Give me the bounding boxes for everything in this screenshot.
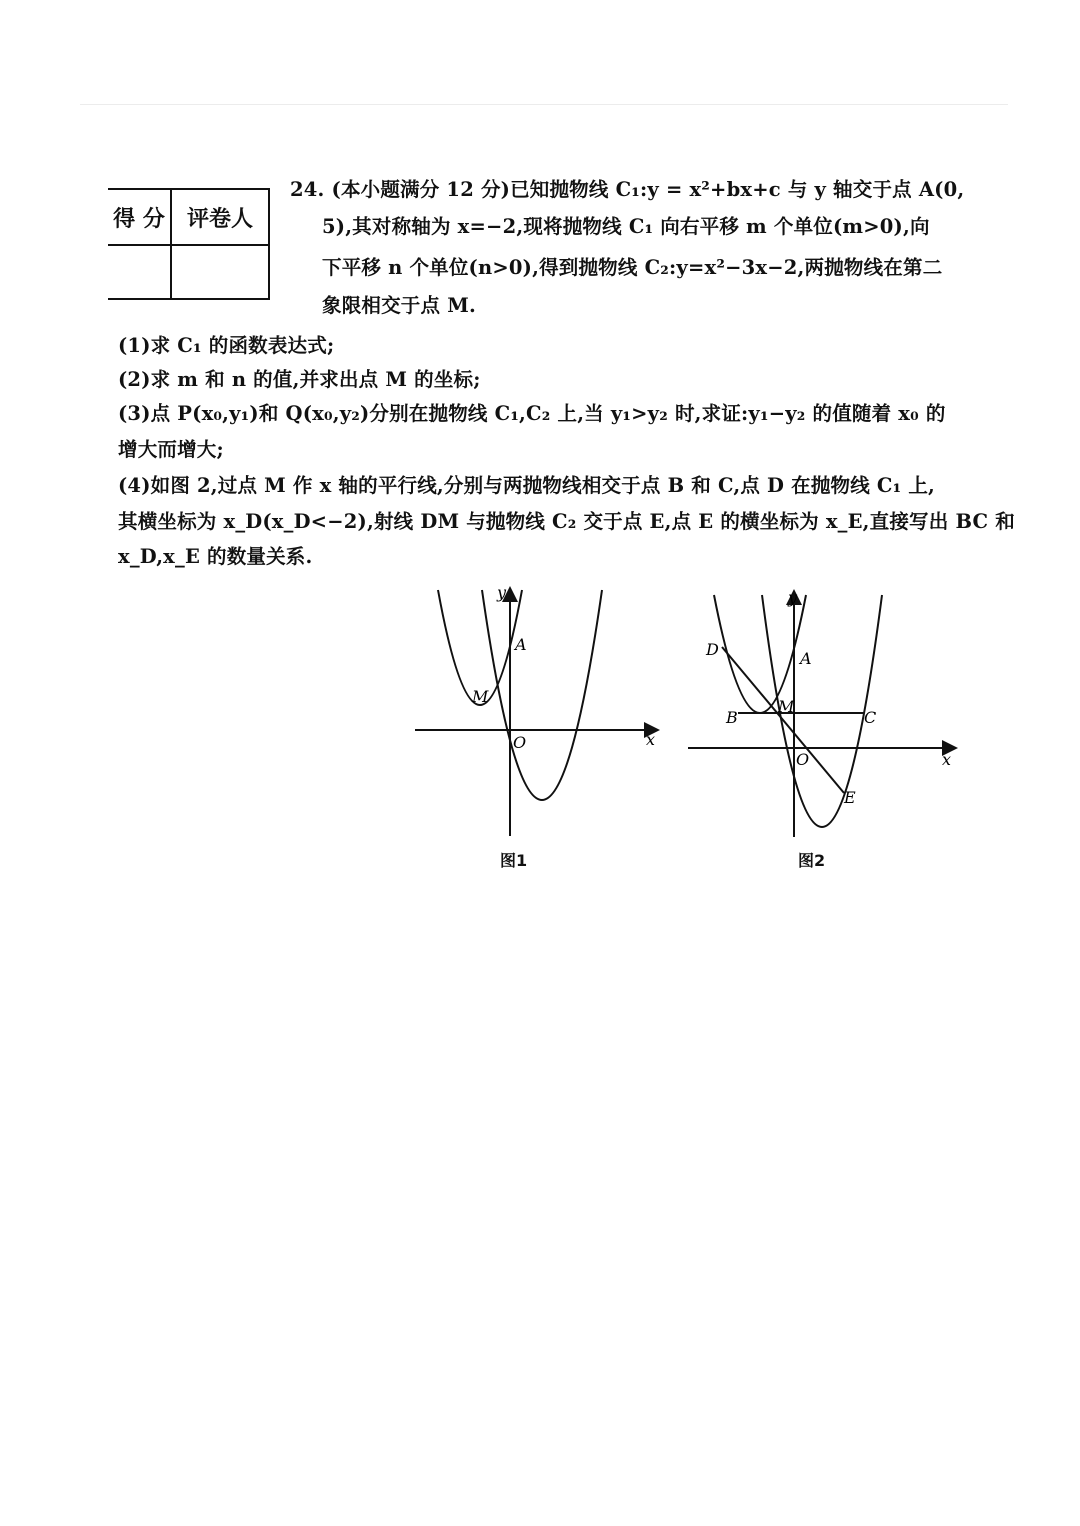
point-e-label: E bbox=[844, 788, 856, 807]
part-3-cont: 增大而增大; bbox=[118, 438, 224, 461]
problem-line-1: 24. (本小题满分 12 分)已知抛物线 C₁:y = x²+bx+c 与 y 轴交于点 A(0, bbox=[290, 178, 965, 201]
score-header: 得 分 bbox=[108, 189, 171, 245]
point-d-label: D bbox=[706, 640, 719, 659]
point-c-label: C bbox=[864, 708, 877, 727]
figure-2 bbox=[686, 585, 962, 845]
x-label: x bbox=[942, 750, 952, 769]
problem-line-2: 5),其对称轴为 x=−2,现将抛物线 C₁ 向右平移 m 个单位(m>0),向 bbox=[322, 215, 930, 238]
point-m-label: M bbox=[778, 697, 795, 716]
figure-1 bbox=[410, 580, 670, 840]
part-4: (4)如图 2,过点 M 作 x 轴的平行线,分别与两抛物线相交于点 B 和 C,点 D 在抛物线 C₁ 上, bbox=[118, 474, 936, 497]
origin-label: O bbox=[796, 750, 810, 769]
ray-dm bbox=[722, 647, 844, 793]
score-table bbox=[108, 188, 270, 300]
parabola-c2 bbox=[482, 590, 602, 800]
grader-cell[interactable] bbox=[171, 245, 269, 299]
y-label: y bbox=[497, 583, 507, 602]
problem-line-4: 象限相交于点 M. bbox=[322, 294, 476, 317]
problem-line-3: 下平移 n 个单位(n>0),得到抛物线 C₂:y=x²−3x−2,两抛物线在第二 bbox=[322, 256, 943, 279]
part-2: (2)求 m 和 n 的值,并求出点 M 的坐标; bbox=[118, 368, 481, 391]
part-4-end: x_D,x_E 的数量关系. bbox=[118, 545, 313, 568]
figure-1-caption: 图1 bbox=[500, 851, 528, 870]
top-rule bbox=[80, 104, 1008, 105]
grader-header: 评卷人 bbox=[171, 189, 269, 245]
part-4-cont: 其横坐标为 x_D(x_D<−2),射线 DM 与抛物线 C₂ 交于点 E,点 E 的横坐标为 x_E,直接写出 BC 和 bbox=[118, 510, 1015, 533]
figure-2-caption: 图2 bbox=[798, 851, 826, 870]
origin-label: O bbox=[513, 733, 527, 752]
x-label: x bbox=[646, 730, 656, 749]
part-3: (3)点 P(x₀,y₁)和 Q(x₀,y₂)分别在抛物线 C₁,C₂ 上,当 y₁>y₂ 时,求证:y₁−y₂ 的值随着 x₀ 的 bbox=[118, 402, 946, 425]
point-a-label: A bbox=[800, 649, 812, 668]
point-a-label: A bbox=[515, 635, 527, 654]
point-b-label: B bbox=[726, 708, 738, 727]
point-m-label: M bbox=[472, 687, 489, 706]
y-label: y bbox=[788, 588, 798, 607]
score-cell[interactable] bbox=[108, 245, 171, 299]
part-1: (1)求 C₁ 的函数表达式; bbox=[118, 334, 335, 357]
